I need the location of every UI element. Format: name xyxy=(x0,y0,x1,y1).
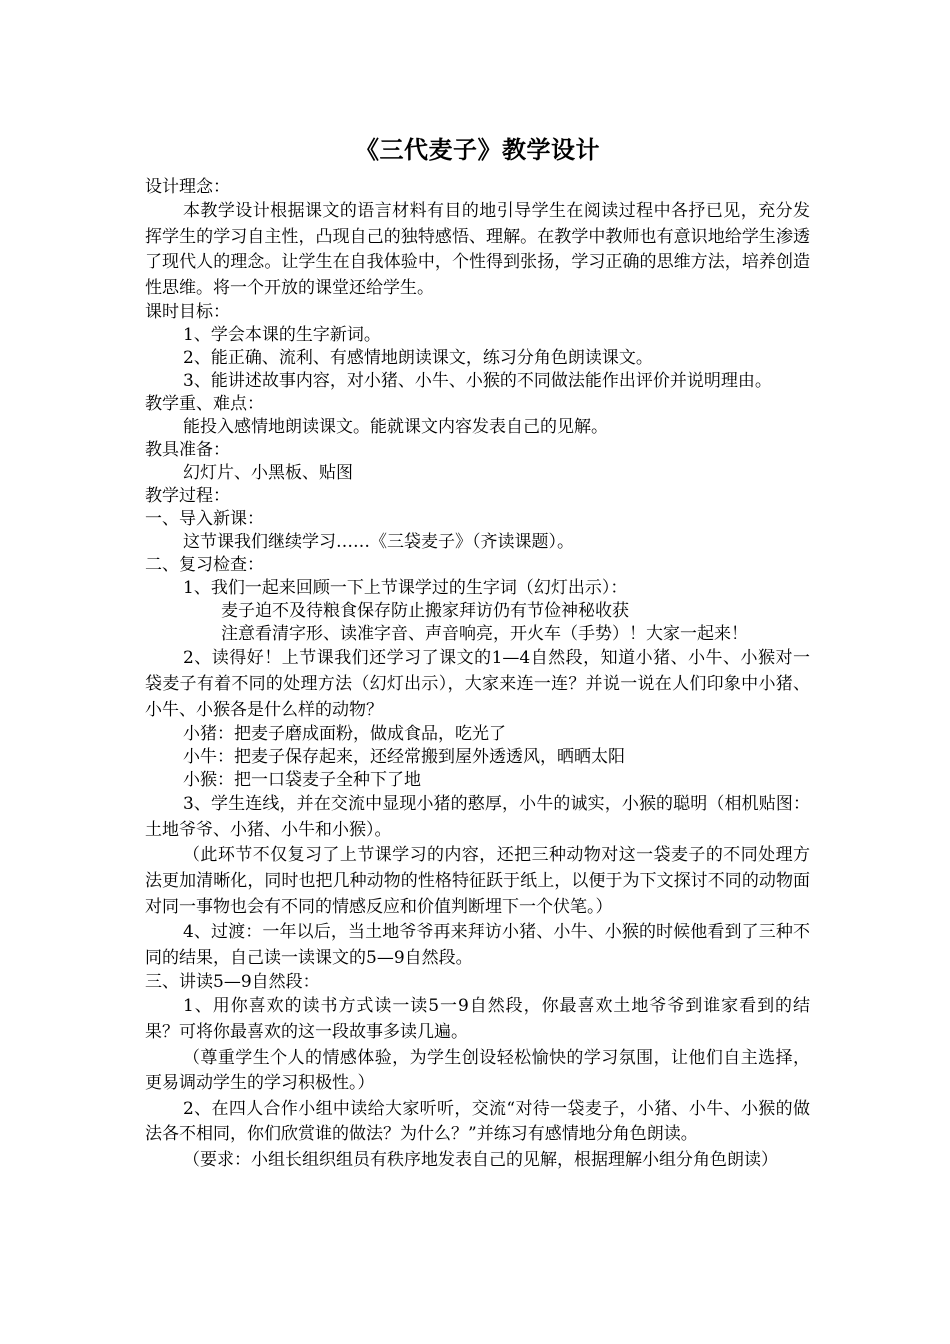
step1-heading: 一、导入新课： xyxy=(145,509,264,530)
step3-comment-1: （尊重学生个人的情感体验，为学生创设轻松愉快的学习氛围，让他们自主选择，更易调动学生的学习积极性。） xyxy=(145,1047,810,1094)
key-points-text: 能投入感情地朗读课文。能就课文内容发表自己的见解。 xyxy=(183,417,608,438)
step2-word-list: 麦子迫不及待粮食保存防止搬家拜访仍有节俭神秘收获 xyxy=(221,601,629,622)
design-idea-paragraph: 本教学设计根据课文的语言材料有目的地引导学生在阅读过程中各抒已见，充分发挥学生的学习自主性，凸现自己的独特感悟、理解。在教学中教师也有意识地给学生渗透了现代人的理念。让学生在自我体验中，个性得到张扬，学习正确的思维方法，培养创造性思维。将一个开放的课堂还给学生。 xyxy=(145,201,810,298)
step2-heading: 二、复习检查： xyxy=(145,555,264,576)
step3-heading: 三、讲读5—9自然段： xyxy=(145,972,320,993)
step2-comment: （此环节不仅复习了上节课学习的内容，还把三种动物对这一袋麦子的不同处理方法更加清晰化，同时也把几种动物的性格特征跃于纸上，以便于为下文探讨不同的动物面对同一事物也会有不同的情感反应和价值判断埋下一个伏笔。） xyxy=(145,845,810,917)
document-page xyxy=(145,128,810,1173)
step2-item-3: 3、学生连线，并在交流中显现小猪的憨厚，小牛的诚实，小猴的聪明（相机贴图：土地爷爷、小猪、小牛和小猴）。 xyxy=(145,794,810,840)
process-heading: 教学过程： xyxy=(145,486,230,507)
key-points-heading: 教学重、难点： xyxy=(145,394,264,415)
step1-text: 这节课我们继续学习……《三袋麦子》（齐读课题）。 xyxy=(183,532,574,553)
goal-item-1: 1、学会本课的生字新词。 xyxy=(183,325,381,346)
goal-item-3: 3、能讲述故事内容，对小猪、小牛、小猴的不同做法能作出评价并说明理由。 xyxy=(183,371,772,392)
tools-heading: 教具准备： xyxy=(145,440,230,461)
goals-heading: 课时目标： xyxy=(145,302,230,323)
tools-text: 幻灯片、小黑板、贴图 xyxy=(183,463,353,484)
design-idea-heading: 设计理念： xyxy=(145,177,230,197)
step2-item-1: 1、我们一起来回顾一下上节课学过的生字词（幻灯出示）： xyxy=(183,578,628,599)
step2-item-4: 4、过渡：一年以后，当土地爷爷再来拜访小猪、小牛、小猴的时候他看到了三种不同的结果，自己读一读课文的5—9自然段。 xyxy=(145,922,810,968)
step3-item-1: 1、用你喜欢的读书方式读一读5一9自然段，你最喜欢土地爷爷到谁家看到的结果？可将你最喜欢的这一段故事多读几遍。 xyxy=(145,996,810,1042)
document-title: 《三代麦子》教学设计 xyxy=(355,136,600,164)
step2-reading-note: 注意看清字形、读准字音、声音响亮，开火车（手势）！大家一起来！ xyxy=(221,624,748,645)
step3-item-2: 2、在四人合作小组中读给大家听听，交流“对待一袋麦子，小猪、小牛、小猴的做法各不相同，你们欣赏谁的做法？为什么？”并练习有感情地分角色朗读。 xyxy=(145,1098,810,1145)
goal-item-2: 2、能正确、流利、有感情地朗读课文，练习分角色朗读课文。 xyxy=(183,348,653,369)
step2-item-2: 2、读得好！上节课我们还学习了课文的1—4自然段，知道小猪、小牛、小猴对一袋麦子有着不同的处理方法（幻灯出示），大家来连一连？并说一说在人们印象中小猪、小牛、小猴各是什么样的动物？ xyxy=(145,648,810,720)
monkey-method: 小猴：把一口袋麦子全种下了地 xyxy=(183,770,421,791)
step3-comment-2: （要求：小组长组织组员有秩序地发表自己的见解，根据理解小组分角色朗读） xyxy=(183,1149,778,1170)
pig-method: 小猪：把麦子磨成面粉，做成食品，吃光了 xyxy=(183,724,506,745)
ox-method: 小牛：把麦子保存起来，还经常搬到屋外透透风，晒晒太阳 xyxy=(183,747,625,768)
